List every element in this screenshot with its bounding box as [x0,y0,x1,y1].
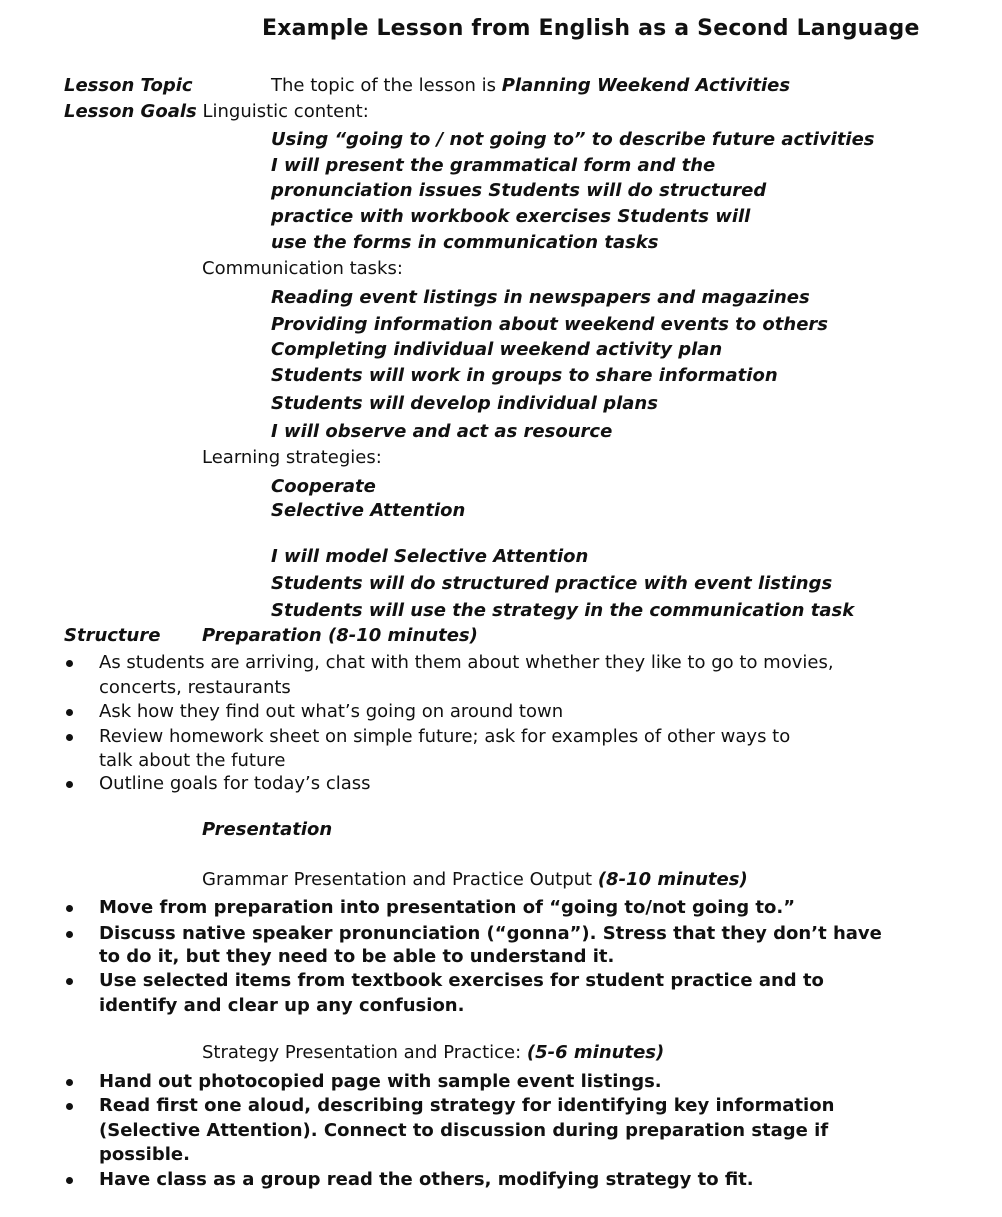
strategy-line: Students will use the strategy in the communication task [271,600,855,621]
bullet-text [99,1119,828,1143]
bullet-dot [66,931,73,938]
lesson-topic-prefix: The topic of the lesson is [271,75,502,96]
strategy-line: I will model Selective Attention [271,546,589,567]
bullet-dot [66,978,73,985]
bullet-dot [66,781,73,788]
strategy-line: Selective Attention [271,500,466,521]
lesson-goals-row [64,100,369,124]
communication-line: Providing information about weekend events to others [271,314,828,335]
bullet-text [99,651,834,675]
bullet-line: Use selected items from textbook exercises for student practice and to [99,970,824,991]
bullet-line: Review homework sheet on simple future; ask for examples of other ways to [99,726,791,747]
grammar-heading-row [202,868,748,892]
strategies-heading: Learning strategies: [202,447,382,468]
lesson-topic-text [271,74,790,98]
lesson-topic-value: Planning Weekend Activities [501,75,791,96]
lesson-topic-label: Lesson Topic [64,75,193,96]
bullet-text [99,969,824,993]
communication-line: Students will work in groups to share information [271,365,778,386]
grammar-time: (8-10 minutes) [597,869,748,890]
bullet-line: Hand out photocopied page with sample event listings. [99,1071,662,1092]
grammar-heading: Grammar Presentation and Practice Output [202,869,598,890]
bullet-line: Move from preparation into presentation of “going to/not going to.” [99,897,796,918]
strategy-time: (5-6 minutes) [526,1042,665,1063]
communication-heading: Communication tasks: [202,258,403,279]
bullet-text [99,994,464,1018]
bullet-dot [66,1079,73,1086]
bullet-text [99,700,563,724]
bullet-text [99,676,291,700]
communication-line: Reading event listings in newspapers and magazines [271,287,810,308]
bullet-dot [66,1177,73,1184]
bullet-line: Ask how they find out what’s going on around town [99,701,564,722]
bullet-text [99,749,285,773]
structure-label: Structure [64,625,161,646]
linguistic-heading: Linguistic content: [202,101,369,122]
bullet-dot [66,709,73,716]
bullet-dot [66,660,73,667]
strategy-line: Cooperate [271,476,376,497]
linguistic-line: Using “going to / not going to” to describe future activities [271,129,875,150]
linguistic-line: pronunciation issues Students will do structured [271,180,767,201]
bullet-line: Have class as a group read the others, modifying strategy to fit. [99,1169,754,1190]
bullet-text [99,896,795,920]
communication-line: Students will develop individual plans [271,393,658,414]
lesson-goals-label: Lesson Goals [64,101,197,122]
bullet-text [99,1070,662,1094]
bullet-line: Read first one aloud, describing strategy for identifying key information [99,1095,835,1116]
bullet-dot [66,734,73,741]
presentation-heading: Presentation [202,819,333,840]
strategy-heading: Strategy Presentation and Practice: [202,1042,527,1063]
bullet-line: possible. [99,1144,190,1165]
bullet-line: (Selective Attention). Connect to discussion during preparation stage if [99,1120,829,1141]
linguistic-line: use the forms in communication tasks [271,232,659,253]
communication-line: Completing individual weekend activity plan [271,339,723,360]
document-title: Example Lesson from English as a Second Language [262,16,920,41]
bullet-line: Outline goals for today’s class [99,773,371,794]
strategy-heading-row [202,1041,664,1065]
bullet-text [99,945,614,969]
bullet-text [99,772,371,796]
bullet-text [99,1094,834,1118]
bullet-line: concerts, restaurants [99,677,291,698]
lesson-topic-row [64,74,193,98]
bullet-dot [66,1103,73,1110]
bullet-line: As students are arriving, chat with them about whether they like to go to movies, [99,652,834,673]
bullet-text [99,725,790,749]
bullet-text [99,922,882,946]
bullet-line: identify and clear up any confusion. [99,995,465,1016]
bullet-text [99,1143,190,1167]
linguistic-line: I will present the grammatical form and the [271,155,716,176]
bullet-line: to do it, but they need to be able to understand it. [99,946,615,967]
bullet-dot [66,905,73,912]
strategy-line: Students will do structured practice with event listings [271,573,833,594]
bullet-line: Discuss native speaker pronunciation (“gonna”). Stress that they don’t have [99,923,882,944]
linguistic-line: practice with workbook exercises Students will [271,206,751,227]
communication-line: I will observe and act as resource [271,421,613,442]
preparation-heading: Preparation (8-10 minutes) [202,625,478,646]
bullet-text [99,1168,754,1192]
bullet-line: talk about the future [99,750,286,771]
